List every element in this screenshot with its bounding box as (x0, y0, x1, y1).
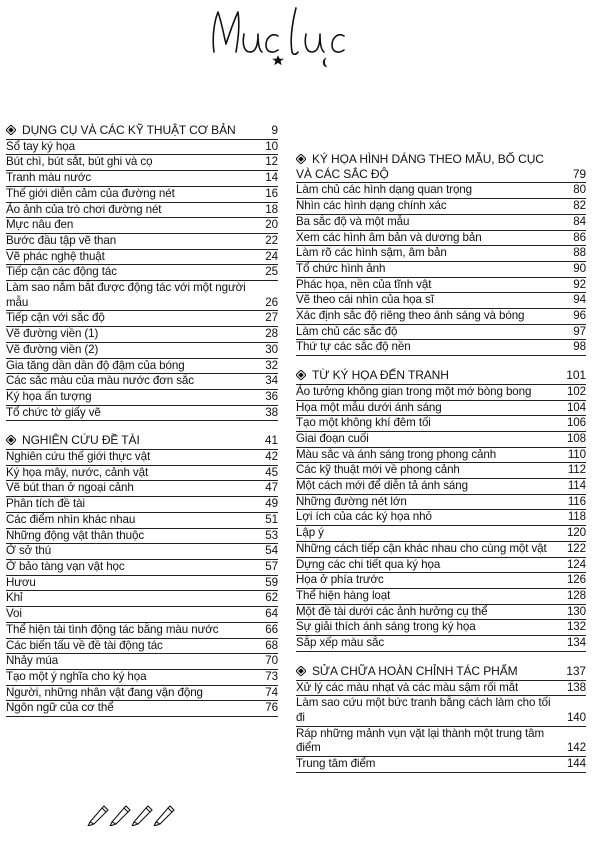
toc-entry (6, 406, 278, 422)
toc-entry (6, 343, 278, 359)
toc-entry (6, 327, 278, 343)
toc-entry-title: Ở bảo tàng vạn vật học (6, 559, 125, 573)
toc-entry-title: Tạo một ý nghĩa cho ký họa (6, 669, 147, 683)
section-heading-page: 137 (566, 663, 586, 678)
toc-entry-title: Ngôn ngữ của cơ thể (6, 701, 114, 715)
toc-entry-page: 16 (265, 186, 278, 200)
toc-entry-page: 110 (567, 447, 586, 461)
toc-entry-page: 62 (265, 591, 278, 605)
toc-entry (6, 576, 278, 592)
toc-entry-title: Những động vật thân thuộc (6, 528, 145, 542)
toc-entry (296, 495, 586, 511)
toc-entry-page: 25 (265, 265, 278, 279)
toc-entry-title: Những cách tiếp cận khác nhau cho cùng một vật (296, 541, 547, 555)
toc-entry-page: 116 (567, 494, 586, 508)
toc-entry-title: Lập ý (296, 526, 324, 540)
toc-entry (296, 620, 586, 636)
toc-entry (296, 636, 586, 652)
section-heading-title: KÝ HỌA HÌNH DÁNG THEO MẪU, BỐ CỤC VÀ CÁC SẮC ĐỘ (296, 152, 544, 181)
section-heading (6, 433, 278, 450)
toc-entry-title: Vẽ đường viền (2) (6, 342, 99, 356)
toc-entry-page: 14 (265, 171, 278, 185)
toc-entry (6, 560, 278, 576)
toc-section (6, 123, 278, 421)
toc-entry-title: Người, những nhân vật đang vận động (6, 685, 203, 699)
toc-entry (296, 573, 586, 589)
toc-entry-title: Sổ tay ký họa (6, 139, 75, 153)
toc-section (6, 433, 278, 717)
toc-entry-page: 106 (566, 416, 586, 430)
toc-entry (6, 513, 278, 529)
toc-entry (296, 246, 586, 262)
toc-entry-title: Lợi ích của các ký họa nhỏ (296, 510, 432, 524)
toc-entry (6, 359, 278, 375)
toc-entry (296, 589, 586, 605)
toc-entry-title: Làm chủ các hình dạng quan trọng (296, 183, 472, 197)
toc-entry-title: Xử lý các màu nhạt và các màu sậm rối mắt (296, 680, 519, 694)
toc-entry-page: 73 (265, 669, 278, 683)
toc-entry-title: Ảo tưởng không gian trong một mớ bòng bong (296, 384, 532, 398)
toc-entry (296, 309, 586, 325)
toc-entry-title: Tiếp cận với sắc độ (6, 311, 105, 325)
toc-entry-page: 57 (265, 559, 278, 573)
toc-entry-title: Tranh màu nước (6, 171, 92, 185)
toc-entry-title: Sự giải thích ánh sáng trong ký họa (296, 620, 476, 634)
toc-entry-page: 68 (265, 638, 278, 652)
section-heading-page: 79 (572, 166, 586, 181)
toc-entry-page: 26 (265, 295, 278, 309)
toc-entry-title: Các kỹ thuật mới về phong cảnh (296, 463, 460, 477)
toc-entry (296, 727, 586, 757)
section-heading-title: SỬA CHỮA HOÀN CHỈNH TÁC PHẨM (312, 663, 518, 678)
toc-entry-title: Xác định sắc độ riêng theo ánh sáng và bóng (296, 309, 525, 323)
toc-entry-title: Bút chì, bút sắt, bút ghi và cọ (6, 155, 153, 169)
section-heading-page: 101 (566, 368, 586, 383)
section-heading (296, 368, 586, 385)
toc-entry-page: 104 (566, 400, 586, 414)
toc-entry-page: 84 (573, 214, 586, 228)
toc-right-column (296, 152, 586, 785)
toc-entry-title: Làm sao cứu một bức tranh bằng cách làm cho tối đi (296, 696, 551, 724)
toc-entry-title: Ảo ảnh của trò chơi đường nét (6, 202, 162, 216)
toc-entry-title: Màu sắc và ánh sáng trong phong cảnh (296, 447, 497, 461)
toc-entry-title: Một đề tài dưới các ảnh hưởng cụ thể (296, 604, 488, 618)
toc-entry (296, 215, 586, 231)
toc-entry-title: Vẽ bút than ở ngoại cảnh (6, 481, 134, 495)
toc-entry-page: 130 (566, 604, 586, 618)
toc-entry (296, 416, 586, 432)
toc-entry-page: 22 (265, 233, 278, 247)
toc-entry (296, 479, 586, 495)
toc-entry-title: Phác họa, nền của tĩnh vật (296, 277, 432, 291)
toc-entry (6, 265, 278, 281)
toc-entry-page: 82 (573, 199, 586, 213)
pencils-decoration (86, 800, 176, 826)
toc-entry-page: 32 (265, 358, 278, 372)
toc-entry-title: Sắp xếp màu sắc (296, 636, 385, 650)
toc-entry-title: Tiếp cận các động tác (6, 265, 117, 279)
toc-entry (6, 481, 278, 497)
section-heading (296, 664, 586, 681)
toc-entry-title: Phân tích đề tài (6, 497, 85, 511)
toc-entry-page: 76 (265, 701, 278, 715)
toc-entry-page: 108 (566, 431, 586, 445)
toc-entry-title: Làm chủ các sắc độ (296, 324, 398, 338)
section-heading (6, 123, 278, 140)
toc-entry-page: 51 (265, 512, 278, 526)
toc-entry (296, 681, 586, 697)
toc-entry-page: 74 (265, 685, 278, 699)
toc-entry-title: Các điểm nhìn khác nhau (6, 512, 136, 526)
toc-entry-title: Thế giới diễn cảm của đường nét (6, 186, 175, 200)
toc-entry-title: Nghiên cứu thế giới thực vật (6, 450, 151, 464)
toc-entry (296, 605, 586, 621)
toc-entry-page: 20 (265, 218, 278, 232)
toc-entry-title: Ký họa mây, nước, cảnh vật (6, 465, 149, 479)
toc-entry-page: 53 (265, 528, 278, 542)
section-heading-title: DỤNG CỤ VÀ CÁC KỸ THUẬT CƠ BẢN (22, 123, 236, 137)
toc-entry (6, 639, 278, 655)
toc-entry-page: 27 (265, 311, 278, 325)
toc-entry-page: 42 (265, 450, 278, 464)
section-heading-page: 9 (271, 123, 278, 137)
toc-entry-page: 112 (567, 463, 586, 477)
toc-entry-title: Dựng các chi tiết qua ký họa (296, 557, 441, 571)
section-heading-title: TỪ KÝ HỌA ĐẾN TRANH (312, 368, 449, 383)
toc-entry-page: 30 (265, 342, 278, 356)
toc-entry (6, 623, 278, 639)
toc-entry-page: 114 (567, 479, 586, 493)
toc-entry (296, 542, 586, 558)
toc-entry (6, 607, 278, 623)
toc-entry (6, 497, 278, 513)
page-title-text: Mục lục (0, 0, 4, 1)
toc-entry-page: 122 (566, 541, 586, 555)
diamond-bullet-icon (6, 125, 16, 135)
toc-entry-page: 98 (573, 340, 586, 354)
toc-entry-page: 10 (265, 139, 278, 153)
toc-entry (296, 432, 586, 448)
toc-entry-page: 126 (566, 573, 586, 587)
toc-entry-title: Trung tâm điểm (296, 757, 376, 771)
toc-entry-page: 134 (566, 636, 586, 650)
toc-entry-title: Thể hiện tài tình động tác bằng màu nước (6, 622, 219, 636)
toc-entry (6, 466, 278, 482)
toc-entry-page: 97 (573, 324, 586, 338)
toc-entry (296, 558, 586, 574)
toc-entry-page: 90 (573, 261, 586, 275)
toc-entry (6, 374, 278, 390)
toc-entry-title: Ký họa ấn tượng (6, 389, 92, 403)
toc-entry (296, 526, 586, 542)
toc-entry-page: 36 (265, 389, 278, 403)
toc-entry-title: Mực nâu đen (6, 218, 74, 232)
toc-entry-title: Tổ chức hình ảnh (296, 261, 386, 275)
toc-entry-title: Tạo một không khí đêm tối (296, 416, 431, 430)
toc-entry (296, 183, 586, 199)
toc-entry (6, 311, 278, 327)
toc-entry-page: 66 (265, 622, 278, 636)
toc-entry-title: Họa ở phía trước (296, 573, 384, 587)
toc-entry-page: 38 (265, 405, 278, 419)
section-heading (296, 152, 586, 183)
toc-entry-title: Vẽ theo cái nhìn của họa sĩ (296, 293, 434, 307)
toc-entry-page: 80 (573, 183, 586, 197)
toc-entry (296, 293, 586, 309)
toc-entry (6, 203, 278, 219)
toc-entry-page: 45 (265, 465, 278, 479)
toc-entry-title: Làm sao nắm bắt được động tác với một người mẫu (6, 281, 246, 309)
toc-entry-title: Khỉ (6, 591, 23, 605)
toc-entry-page: 54 (265, 544, 278, 558)
toc-entry-page: 138 (566, 680, 586, 694)
toc-entry-title: Họa một mẫu dưới ánh sáng (296, 400, 442, 414)
toc-entry-title: Nhảy múa (6, 654, 59, 668)
toc-entry (296, 385, 586, 401)
toc-entry (296, 696, 586, 726)
toc-entry-title: Thứ tự các sắc độ nền (296, 340, 411, 354)
toc-entry-page: 12 (265, 155, 278, 169)
toc-entry (6, 701, 278, 717)
toc-entry (296, 510, 586, 526)
toc-entry-page: 142 (566, 741, 586, 755)
toc-entry-title: Ráp những mảnh vụn vặt lại thành một trung tâm điểm (296, 726, 545, 755)
toc-entry (6, 250, 278, 266)
toc-entry-page: 24 (265, 249, 278, 263)
toc-entry (6, 390, 278, 406)
toc-entry (296, 199, 586, 215)
toc-entry (296, 757, 586, 773)
diamond-bullet-icon (6, 435, 16, 445)
toc-entry-page: 18 (265, 202, 278, 216)
toc-entry (6, 187, 278, 203)
toc-entry-page: 124 (566, 557, 586, 571)
toc-entry (296, 463, 586, 479)
toc-entry (6, 171, 278, 187)
toc-entry (6, 544, 278, 560)
section-heading-page: 41 (264, 433, 278, 448)
toc-entry (296, 401, 586, 417)
toc-entry-page: 70 (265, 654, 278, 668)
toc-entry-title: Ba sắc độ và một mẫu (296, 214, 410, 228)
toc-entry-page: 140 (566, 710, 586, 724)
toc-entry-title: Vẽ đường viền (1) (6, 327, 99, 341)
toc-left-column (6, 123, 278, 729)
toc-entry (296, 448, 586, 464)
toc-entry (296, 231, 586, 247)
toc-section (296, 152, 586, 356)
toc-entry (296, 325, 586, 341)
toc-entry (6, 450, 278, 466)
toc-entry (6, 670, 278, 686)
toc-entry-page: 64 (265, 607, 278, 621)
toc-entry-page: 96 (573, 309, 586, 323)
toc-entry (6, 234, 278, 250)
toc-entry-page: 49 (265, 497, 278, 511)
toc-entry-page: 132 (566, 620, 586, 634)
section-heading-title: NGHIÊN CỨU ĐỀ TÀI (22, 433, 140, 448)
toc-entry (296, 340, 586, 356)
toc-entry-page: 88 (573, 246, 586, 260)
toc-entry (6, 591, 278, 607)
toc-entry-title: Những đường nét lớn (296, 494, 407, 508)
toc-entry-title: Hươu (6, 575, 36, 589)
toc-entry-title: Vẽ phác nghệ thuật (6, 249, 105, 263)
toc-entry-title: Các sắc màu của màu nước đơn sắc (6, 374, 194, 388)
toc-section (296, 664, 586, 773)
toc-entry-page: 47 (265, 481, 278, 495)
toc-entry-title: Một cách mới để diễn tả ánh sáng (296, 479, 468, 493)
toc-entry-title: Gia tăng dần dần độ đậm của bóng (6, 358, 185, 372)
toc-entry (6, 654, 278, 670)
page-title (0, 0, 600, 90)
toc-entry-page: 86 (573, 230, 586, 244)
toc-entry-title: Nhìn các hình dạng chính xác (296, 199, 447, 213)
toc-entry-title: Bước đầu tập vẽ than (6, 233, 117, 247)
toc-entry (296, 278, 586, 294)
toc-entry-page: 120 (566, 526, 586, 540)
toc-entry-title: Làm rõ các hình sậm, âm bản (296, 246, 447, 260)
toc-entry-page: 144 (566, 757, 586, 771)
toc-entry-title: Xem các hình âm bản và dương bản (296, 230, 482, 244)
toc-entry-page: 92 (573, 277, 586, 291)
toc-entry-title: Ở sở thú (6, 544, 52, 558)
toc-entry (6, 140, 278, 156)
toc-section (296, 368, 586, 652)
toc-entry (296, 262, 586, 278)
toc-entry (6, 529, 278, 545)
toc-entry-page: 102 (566, 384, 586, 398)
toc-entry-title: Voi (6, 607, 22, 621)
toc-entry-page: 28 (265, 327, 278, 341)
toc-entry-title: Thể hiện hàng loạt (296, 588, 391, 602)
toc-entry-page: 128 (566, 588, 586, 602)
toc-entry-page: 118 (567, 510, 586, 524)
toc-entry (6, 281, 278, 311)
diamond-bullet-icon (296, 370, 306, 380)
toc-entry (6, 218, 278, 234)
toc-entry-title: Giai đoạn cuối (296, 431, 369, 445)
toc-entry-page: 94 (573, 293, 586, 307)
diamond-bullet-icon (296, 154, 306, 164)
toc-entry-page: 34 (265, 374, 278, 388)
diamond-bullet-icon (296, 666, 306, 676)
toc-entry-title: Các biến tấu về đề tài động tác (6, 638, 163, 652)
toc-entry (6, 686, 278, 702)
toc-entry-title: Tổ chức tờ giấy vẽ (6, 405, 101, 419)
toc-entry-page: 59 (265, 575, 278, 589)
toc-entry (6, 155, 278, 171)
